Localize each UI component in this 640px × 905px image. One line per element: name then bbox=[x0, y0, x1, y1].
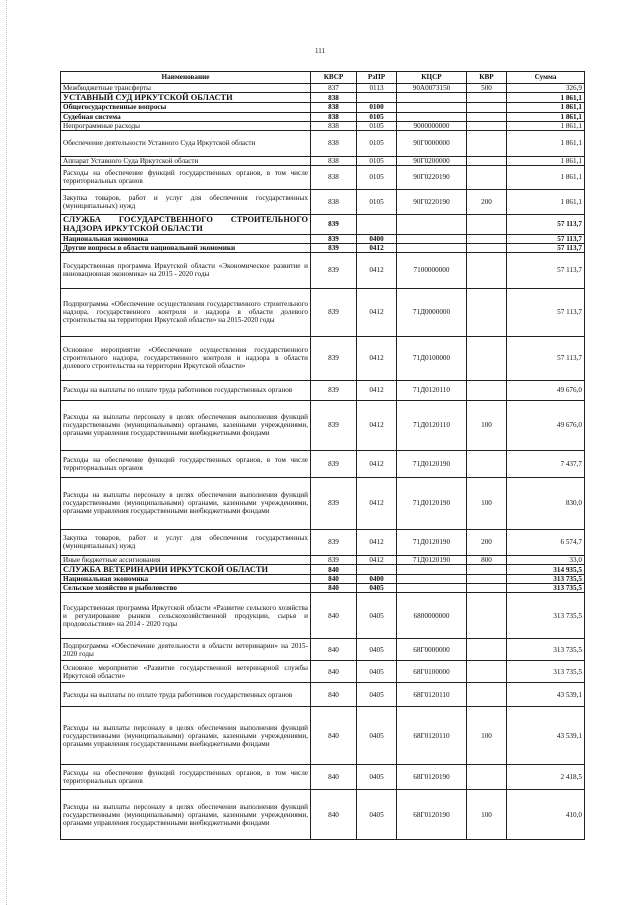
row-kvsr: 839 bbox=[311, 336, 357, 380]
table-row bbox=[61, 84, 585, 93]
row-kcsr bbox=[397, 103, 467, 112]
table-row bbox=[61, 130, 585, 156]
budget-table bbox=[60, 71, 585, 840]
row-kvsr: 838 bbox=[311, 165, 357, 189]
row-sum: 57 113,7 bbox=[507, 234, 585, 243]
row-sum: 33,0 bbox=[507, 555, 585, 564]
row-kcsr: 71Д0100000 bbox=[397, 336, 467, 380]
row-sum: 1 861,1 bbox=[507, 156, 585, 165]
row-kvsr: 839 bbox=[311, 555, 357, 564]
table-body bbox=[61, 84, 585, 840]
row-kvsr: 838 bbox=[311, 103, 357, 112]
row-rzpr: 0405 bbox=[357, 707, 397, 765]
row-kcsr: 71Д0000000 bbox=[397, 288, 467, 336]
row-kcsr: 68Г0100000 bbox=[397, 661, 467, 683]
row-sum: 49 676,0 bbox=[507, 380, 585, 400]
row-sum: 49 676,0 bbox=[507, 400, 585, 450]
row-kvsr: 840 bbox=[311, 575, 357, 584]
table-row bbox=[61, 790, 585, 840]
row-sum: 43 539,1 bbox=[507, 683, 585, 707]
row-kcsr bbox=[397, 234, 467, 243]
row-name: СЛУЖБА ГОСУДАРСТВЕННОГО СТРОИТЕЛЬНОГО НАДЗОРА ИРКУТСКОЙ ОБЛАСТИ bbox=[61, 214, 311, 234]
row-kvsr: 840 bbox=[311, 707, 357, 765]
row-name: УСТАВНЫЙ СУД ИРКУТСКОЙ ОБЛАСТИ bbox=[61, 93, 311, 103]
row-kvsr: 838 bbox=[311, 93, 357, 103]
row-kcsr: 7100000000 bbox=[397, 252, 467, 288]
table-row bbox=[61, 639, 585, 661]
row-sum: 313 735,5 bbox=[507, 661, 585, 683]
row-kvsr: 838 bbox=[311, 189, 357, 214]
row-sum: 7 437,7 bbox=[507, 450, 585, 477]
row-rzpr: 0412 bbox=[357, 288, 397, 336]
row-rzpr: 0405 bbox=[357, 790, 397, 840]
table-row bbox=[61, 243, 585, 252]
row-name: Основное мероприятие «Развитие государственной ветеринарной службы Иркутской области» bbox=[61, 661, 311, 683]
row-name: Расходы на выплаты по оплате труда работников государственных органов bbox=[61, 380, 311, 400]
row-rzpr: 0412 bbox=[357, 400, 397, 450]
table-row bbox=[61, 103, 585, 112]
row-name: Расходы на обеспечение функций государственных органов, в том числе территориальных органов bbox=[61, 765, 311, 790]
row-rzpr: 0412 bbox=[357, 529, 397, 555]
row-rzpr: 0412 bbox=[357, 450, 397, 477]
header-kvsr: КВСР bbox=[311, 72, 357, 84]
row-rzpr: 0113 bbox=[357, 84, 397, 93]
row-kcsr: 90Г0220190 bbox=[397, 189, 467, 214]
header-name: Наименование bbox=[61, 72, 311, 84]
row-sum: 1 861,1 bbox=[507, 93, 585, 103]
row-kvr bbox=[467, 575, 507, 584]
row-kvsr: 839 bbox=[311, 529, 357, 555]
row-kvr bbox=[467, 765, 507, 790]
row-sum: 2 418,5 bbox=[507, 765, 585, 790]
row-sum: 1 861,1 bbox=[507, 130, 585, 156]
row-name: Закупка товаров, работ и услуг для обеспечения государственных (муниципальных) нужд bbox=[61, 529, 311, 555]
row-sum: 43 539,1 bbox=[507, 707, 585, 765]
table-row bbox=[61, 112, 585, 121]
row-kvr: 100 bbox=[467, 477, 507, 529]
row-kvsr: 839 bbox=[311, 214, 357, 234]
table-row bbox=[61, 156, 585, 165]
row-name: Государственная программа Иркутской области «Экономическое развитие и инновационная экономика» на 2015 - 2020 годы bbox=[61, 252, 311, 288]
row-kvsr: 839 bbox=[311, 450, 357, 477]
row-kvr bbox=[467, 564, 507, 574]
row-kvsr: 837 bbox=[311, 84, 357, 93]
row-kcsr: 90А0073150 bbox=[397, 84, 467, 93]
row-sum: 326,9 bbox=[507, 84, 585, 93]
row-rzpr: 0405 bbox=[357, 584, 397, 593]
row-rzpr: 0400 bbox=[357, 234, 397, 243]
row-kvr: 200 bbox=[467, 189, 507, 214]
row-kvsr: 839 bbox=[311, 234, 357, 243]
row-name: Расходы на выплаты персоналу в целях обеспечения выполнения функций государственными (муниципальными) органами, казенными учреждениями, органами управления государственными внебюджетными фондами bbox=[61, 790, 311, 840]
row-rzpr: 0105 bbox=[357, 189, 397, 214]
row-name: Межбюджетные трансферты bbox=[61, 84, 311, 93]
row-name: Государственная программа Иркутской области «Развитие сельского хозяйства и регулирование рынков сельскохозяйственной продукции, сырья и продовольствия» на 2014 - 2020 годы bbox=[61, 593, 311, 639]
row-kvr: 100 bbox=[467, 400, 507, 450]
row-kvr bbox=[467, 243, 507, 252]
row-kvr bbox=[467, 214, 507, 234]
table-row bbox=[61, 477, 585, 529]
row-kcsr: 90Г0200000 bbox=[397, 156, 467, 165]
row-kcsr: 68Г0120190 bbox=[397, 790, 467, 840]
row-kvr bbox=[467, 93, 507, 103]
row-sum: 313 735,5 bbox=[507, 593, 585, 639]
row-sum: 1 861,1 bbox=[507, 103, 585, 112]
row-kvr bbox=[467, 450, 507, 477]
row-rzpr: 0105 bbox=[357, 130, 397, 156]
scan-margin bbox=[6, 0, 9, 905]
row-kvsr: 838 bbox=[311, 130, 357, 156]
row-kvsr: 840 bbox=[311, 584, 357, 593]
row-kvsr: 840 bbox=[311, 683, 357, 707]
row-name: СЛУЖБА ВЕТЕРИНАРИИ ИРКУТСКОЙ ОБЛАСТИ bbox=[61, 564, 311, 574]
row-rzpr: 0412 bbox=[357, 252, 397, 288]
row-kvsr: 839 bbox=[311, 288, 357, 336]
row-sum: 57 113,7 bbox=[507, 252, 585, 288]
row-kvsr: 839 bbox=[311, 400, 357, 450]
table-row bbox=[61, 529, 585, 555]
row-kvr bbox=[467, 593, 507, 639]
row-kcsr bbox=[397, 112, 467, 121]
row-kvsr: 838 bbox=[311, 156, 357, 165]
row-rzpr: 0412 bbox=[357, 336, 397, 380]
table-row bbox=[61, 121, 585, 130]
row-kcsr bbox=[397, 214, 467, 234]
table-row bbox=[61, 252, 585, 288]
row-sum: 410,0 bbox=[507, 790, 585, 840]
table-row bbox=[61, 555, 585, 564]
row-kvsr: 838 bbox=[311, 112, 357, 121]
row-kvr bbox=[467, 336, 507, 380]
table-row bbox=[61, 450, 585, 477]
row-kcsr: 68Г0120190 bbox=[397, 765, 467, 790]
row-sum: 57 113,7 bbox=[507, 214, 585, 234]
row-rzpr: 0412 bbox=[357, 380, 397, 400]
row-rzpr: 0100 bbox=[357, 103, 397, 112]
table-row bbox=[61, 661, 585, 683]
row-kvsr: 839 bbox=[311, 380, 357, 400]
page-number: 111 bbox=[315, 47, 325, 55]
row-kcsr: 71Д0120190 bbox=[397, 529, 467, 555]
table-row bbox=[61, 593, 585, 639]
row-name: Расходы на обеспечение функций государственных органов, в том числе территориальных органов bbox=[61, 450, 311, 477]
row-rzpr: 0412 bbox=[357, 555, 397, 564]
row-name: Сельское хозяйство и рыболовство bbox=[61, 584, 311, 593]
row-name: Подпрограмма «Обеспечение деятельности в области ветеринарии» на 2015-2020 годы bbox=[61, 639, 311, 661]
row-name: Национальная экономика bbox=[61, 234, 311, 243]
row-kcsr bbox=[397, 243, 467, 252]
row-sum: 1 861,1 bbox=[507, 112, 585, 121]
row-kcsr: 68Г0120110 bbox=[397, 683, 467, 707]
row-kcsr: 71Д0120110 bbox=[397, 400, 467, 450]
table-header-row bbox=[61, 72, 585, 84]
row-kcsr: 71Д0120110 bbox=[397, 380, 467, 400]
row-sum: 1 861,1 bbox=[507, 189, 585, 214]
table-row bbox=[61, 584, 585, 593]
header-kvr: КВР bbox=[467, 72, 507, 84]
row-kvsr: 840 bbox=[311, 593, 357, 639]
row-kcsr: 9000000000 bbox=[397, 121, 467, 130]
row-name: Расходы на выплаты персоналу в целях обеспечения выполнения функций государственными (муниципальными) органами, казенными учреждениями, органами управления государственными внебюджетными фондами bbox=[61, 400, 311, 450]
row-rzpr: 0105 bbox=[357, 112, 397, 121]
row-rzpr: 0412 bbox=[357, 477, 397, 529]
table-row bbox=[61, 234, 585, 243]
row-kvsr: 840 bbox=[311, 765, 357, 790]
row-sum: 314 935,5 bbox=[507, 564, 585, 574]
row-kcsr: 68Г0120110 bbox=[397, 707, 467, 765]
row-sum: 57 113,7 bbox=[507, 336, 585, 380]
row-kvr bbox=[467, 288, 507, 336]
row-kvr: 100 bbox=[467, 790, 507, 840]
row-rzpr: 0405 bbox=[357, 593, 397, 639]
row-name: Общегосударственные вопросы bbox=[61, 103, 311, 112]
row-kvr bbox=[467, 661, 507, 683]
row-rzpr: 0405 bbox=[357, 683, 397, 707]
row-rzpr: 0405 bbox=[357, 661, 397, 683]
row-rzpr: 0105 bbox=[357, 121, 397, 130]
row-sum: 313 735,5 bbox=[507, 584, 585, 593]
row-name: Другие вопросы в области национальной экономики bbox=[61, 243, 311, 252]
row-kvr bbox=[467, 380, 507, 400]
table-row bbox=[61, 564, 585, 574]
row-kvr bbox=[467, 683, 507, 707]
row-name: Расходы на выплаты персоналу в целях обеспечения выполнения функций государственными (муниципальными) органами, казенными учреждениями, органами управления государственными внебюджетными фондами bbox=[61, 707, 311, 765]
row-kvsr: 840 bbox=[311, 564, 357, 574]
row-sum: 57 113,7 bbox=[507, 288, 585, 336]
row-name: Аппарат Уставного Суда Иркутской области bbox=[61, 156, 311, 165]
table-row bbox=[61, 336, 585, 380]
row-kcsr bbox=[397, 93, 467, 103]
row-kcsr: 90Г0220190 bbox=[397, 165, 467, 189]
row-sum: 830,0 bbox=[507, 477, 585, 529]
row-name: Непрограммные расходы bbox=[61, 121, 311, 130]
row-name: Закупка товаров, работ и услуг для обеспечения государственных (муниципальных) нужд bbox=[61, 189, 311, 214]
row-kvr bbox=[467, 584, 507, 593]
row-kvsr: 839 bbox=[311, 243, 357, 252]
table-row bbox=[61, 288, 585, 336]
row-sum: 1 861,1 bbox=[507, 165, 585, 189]
row-sum: 57 113,7 bbox=[507, 243, 585, 252]
row-kvsr: 840 bbox=[311, 790, 357, 840]
row-kvr: 800 bbox=[467, 555, 507, 564]
table-row bbox=[61, 189, 585, 214]
row-kcsr: 71Д0120190 bbox=[397, 477, 467, 529]
table-row bbox=[61, 380, 585, 400]
row-kvr bbox=[467, 234, 507, 243]
row-kvr bbox=[467, 103, 507, 112]
row-rzpr bbox=[357, 214, 397, 234]
table-row bbox=[61, 93, 585, 103]
row-sum: 1 861,1 bbox=[507, 121, 585, 130]
row-kvsr: 838 bbox=[311, 121, 357, 130]
row-name: Расходы на обеспечение функций государственных органов, в том числе территориальных органов bbox=[61, 165, 311, 189]
row-name: Иные бюджетные ассигнования bbox=[61, 555, 311, 564]
header-kcsr: КЦСР bbox=[397, 72, 467, 84]
row-rzpr: 0105 bbox=[357, 156, 397, 165]
table-row bbox=[61, 707, 585, 765]
row-name: Расходы на выплаты по оплате труда работников государственных органов bbox=[61, 683, 311, 707]
row-name: Судебная система bbox=[61, 112, 311, 121]
table-row bbox=[61, 400, 585, 450]
table-row bbox=[61, 765, 585, 790]
row-kcsr: 71Д0120190 bbox=[397, 555, 467, 564]
row-sum: 6 574,7 bbox=[507, 529, 585, 555]
row-kcsr bbox=[397, 564, 467, 574]
row-rzpr: 0400 bbox=[357, 575, 397, 584]
row-sum: 313 735,5 bbox=[507, 575, 585, 584]
row-name: Подпрограмма «Обеспечение осуществления государственного строительного надзора, государственного контроля и надзора в области долевого строительства на территории Иркутской области» на 2015-2020 годы bbox=[61, 288, 311, 336]
row-name: Национальная экономика bbox=[61, 575, 311, 584]
row-kvr bbox=[467, 639, 507, 661]
row-kvr: 200 bbox=[467, 529, 507, 555]
row-kcsr: 90Г0000000 bbox=[397, 130, 467, 156]
row-kvr bbox=[467, 165, 507, 189]
row-kvr bbox=[467, 252, 507, 288]
row-rzpr bbox=[357, 93, 397, 103]
row-kvr bbox=[467, 130, 507, 156]
row-sum: 313 735,5 bbox=[507, 639, 585, 661]
row-kcsr bbox=[397, 575, 467, 584]
table-row bbox=[61, 575, 585, 584]
row-rzpr: 0412 bbox=[357, 243, 397, 252]
table-row bbox=[61, 165, 585, 189]
header-rzpr: РзПР bbox=[357, 72, 397, 84]
row-kcsr: 71Д0120190 bbox=[397, 450, 467, 477]
row-kcsr: 68Г0000000 bbox=[397, 639, 467, 661]
row-kcsr bbox=[397, 584, 467, 593]
row-kvsr: 840 bbox=[311, 661, 357, 683]
row-rzpr: 0105 bbox=[357, 165, 397, 189]
table-row bbox=[61, 214, 585, 234]
row-kvsr: 839 bbox=[311, 477, 357, 529]
row-kvr: 500 bbox=[467, 84, 507, 93]
row-kvr bbox=[467, 156, 507, 165]
row-rzpr: 0405 bbox=[357, 765, 397, 790]
row-kvr bbox=[467, 112, 507, 121]
row-rzpr bbox=[357, 564, 397, 574]
row-name: Основное мероприятие «Обеспечение осуществления государственного строительного надзора, государственного контроля и надзора в области долевого строительства на территории Иркутской области» bbox=[61, 336, 311, 380]
row-kvsr: 839 bbox=[311, 252, 357, 288]
row-name: Расходы на выплаты персоналу в целях обеспечения выполнения функций государственными (муниципальными) органами, казенными учреждениями, органами управления государственными внебюджетными фондами bbox=[61, 477, 311, 529]
row-rzpr: 0405 bbox=[357, 639, 397, 661]
header-sum: Сумма bbox=[507, 72, 585, 84]
row-kcsr: 6800000000 bbox=[397, 593, 467, 639]
row-name: Обеспечение деятельности Уставного Суда Иркутской области bbox=[61, 130, 311, 156]
row-kvr: 100 bbox=[467, 707, 507, 765]
table-row bbox=[61, 683, 585, 707]
row-kvr bbox=[467, 121, 507, 130]
row-kvsr: 840 bbox=[311, 639, 357, 661]
